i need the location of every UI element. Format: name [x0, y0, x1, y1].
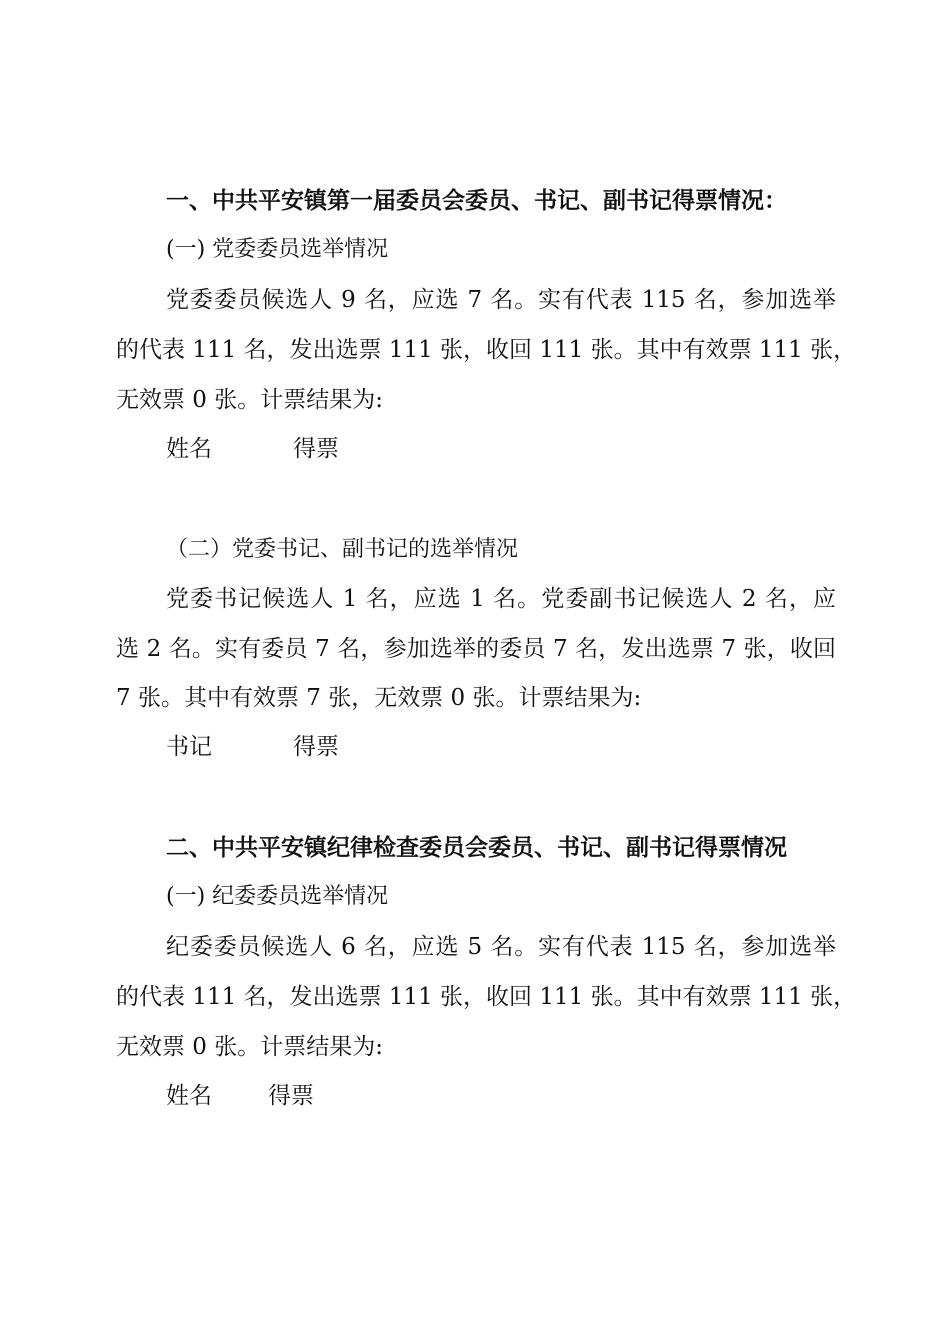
section1-heading: 一、中共平安镇第一届委员会委员、书记、副书记得票情况：	[166, 188, 787, 214]
section1-sub2-line-1: 党委书记候选人 1 名，应选 1 名。党委副书记候选人 2 名，应	[166, 586, 836, 612]
section2-heading: 二、中共平安镇纪律检查委员会委员、书记、副书记得票情况	[166, 835, 787, 861]
section1-sub2-col-votes: 得票	[293, 734, 339, 760]
section2-sub1-line-2: 的代表 111 名，发出选票 111 张，收回 111 张。其中有效票 111 张，	[116, 984, 857, 1010]
section1-sub1-line-1: 党委委员候选人 9 名，应选 7 名。实有代表 115 名，参加选举	[166, 287, 836, 313]
section1-sub1-col-name: 姓名	[166, 436, 212, 462]
section2-sub1-col-name: 姓名	[166, 1083, 212, 1109]
section1-sub2-line-2: 选 2 名。实有委员 7 名，参加选举的委员 7 名，发出选票 7 张，收回	[116, 636, 836, 662]
section1-sub1-line-2: 的代表 111 名，发出选票 111 张，收回 111 张。其中有效票 111 张，	[116, 337, 857, 363]
section2-sub1-line-3: 无效票 0 张。计票结果为:	[116, 1034, 384, 1060]
section1-sub1-line-3: 无效票 0 张。计票结果为:	[116, 387, 384, 413]
section1-sub1-col-votes: 得票	[293, 436, 339, 462]
section1-sub2-col-name: 书记	[166, 734, 212, 760]
section2-sub1-line-1: 纪委委员候选人 6 名，应选 5 名。实有代表 115 名，参加选举	[166, 934, 836, 960]
section2-sub1-col-votes: 得票	[268, 1083, 314, 1109]
section2-sub1-title: (一) 纪委委员选举情况	[166, 884, 389, 909]
section1-sub2-title: （二）党委书记、副书记的选举情况	[166, 537, 519, 562]
section1-sub2-line-3: 7 张。其中有效票 7 张，无效票 0 张。计票结果为:	[116, 685, 642, 711]
section1-sub1-title: (一) 党委委员选举情况	[166, 237, 389, 262]
